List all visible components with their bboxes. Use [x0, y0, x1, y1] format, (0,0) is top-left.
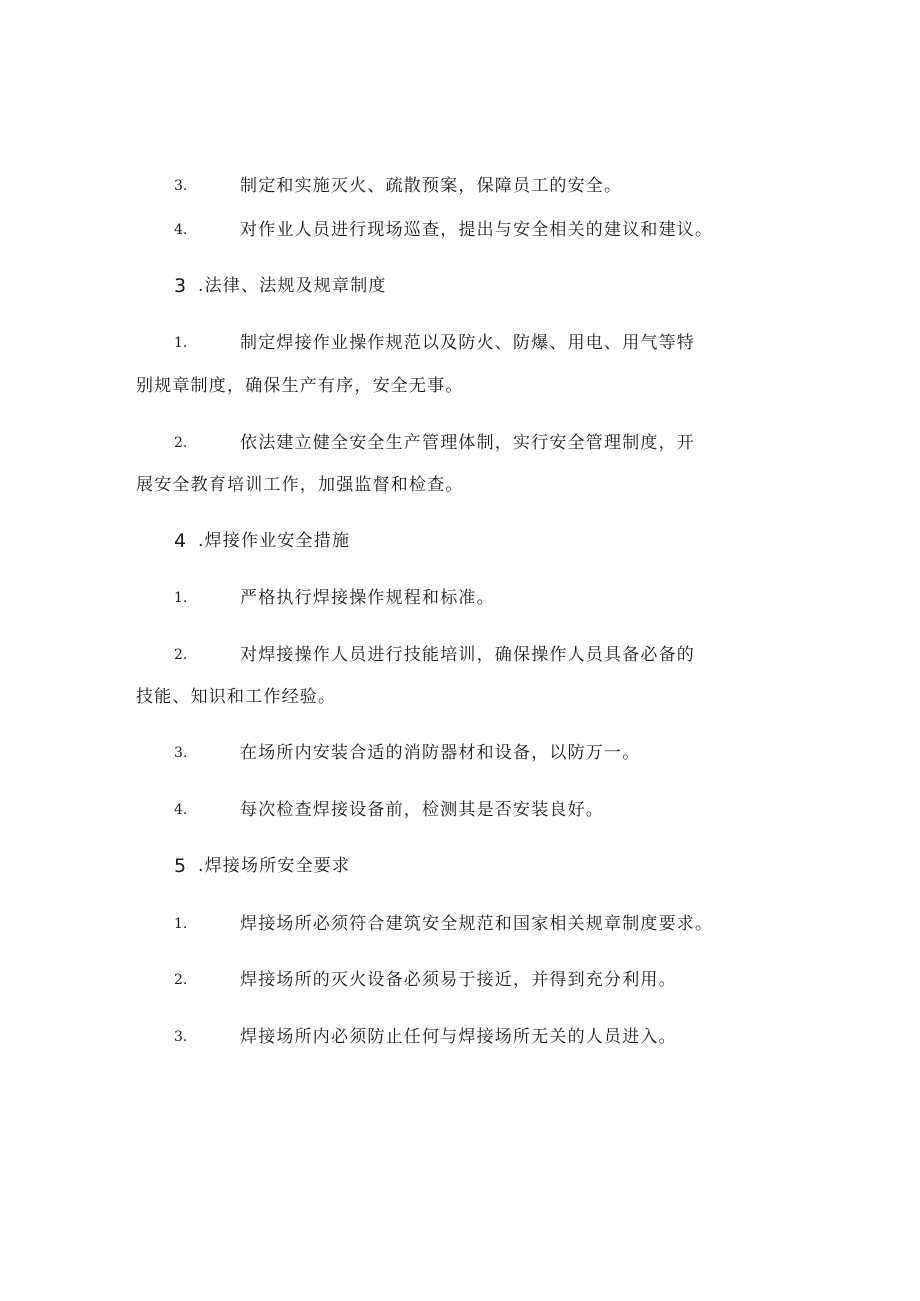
item-number: 1.	[174, 335, 188, 351]
item-text: 严格执行焊接操作规程和标准。	[240, 588, 495, 608]
list-item	[0, 794, 920, 826]
list-item	[0, 639, 920, 671]
section-number: 3	[174, 275, 187, 297]
list-item-continuation	[0, 370, 920, 402]
list-item	[0, 214, 920, 246]
list-item-continuation	[0, 469, 920, 501]
item-number: 2.	[174, 647, 188, 663]
item-text: 焊接场所必须符合建筑安全规范和国家相关规章制度要求。	[240, 914, 714, 934]
list-item	[0, 964, 920, 996]
list-item	[0, 582, 920, 614]
list-item	[0, 327, 920, 359]
item-number: 1.	[174, 590, 188, 606]
item-text: 焊接场所内必须防止任何与焊接场所无关的人员进入。	[240, 1027, 677, 1047]
list-item	[0, 427, 920, 459]
list-item	[0, 737, 920, 769]
item-number: 3.	[174, 1029, 188, 1045]
item-number: 4.	[174, 802, 188, 818]
item-number: 3.	[174, 178, 188, 194]
item-text-continuation: 别规章制度，确保生产有序，安全无事。	[136, 376, 464, 396]
item-text: 焊接场所的灭火设备必须易于接近，并得到充分利用。	[240, 970, 677, 990]
section-heading	[0, 270, 920, 302]
item-number: 2.	[174, 972, 188, 988]
item-number: 3.	[174, 745, 188, 761]
item-text: 对焊接操作人员进行技能培训，确保操作人员具备必备的	[240, 645, 695, 665]
list-item	[0, 908, 920, 940]
list-item-continuation	[0, 681, 920, 713]
item-number: 2.	[174, 435, 188, 451]
item-text: 依法建立健全安全生产管理体制，实行安全管理制度，开	[240, 433, 695, 453]
section-title: .法律、法规及规章制度	[198, 276, 387, 296]
item-number: 1.	[174, 916, 188, 932]
item-text: 制定和实施灭火、疏散预案，保障员工的安全。	[240, 176, 623, 196]
item-text: 对作业人员进行现场巡查，提出与安全相关的建议和建议。	[240, 220, 714, 240]
list-item	[0, 170, 920, 202]
item-text: 在场所内安装合适的消防器材和设备，以防万一。	[240, 743, 641, 763]
item-text: 制定焊接作业操作规范以及防火、防爆、用电、用气等特	[240, 333, 695, 353]
item-text-continuation: 技能、知识和工作经验。	[136, 687, 337, 707]
section-title: .焊接作业安全措施	[198, 531, 351, 551]
item-number: 4.	[174, 222, 188, 238]
item-text-continuation: 展安全教育培训工作，加强监督和检查。	[136, 475, 464, 495]
item-text: 每次检查焊接设备前，检测其是否安装良好。	[240, 800, 604, 820]
section-heading	[0, 850, 920, 882]
section-number: 4	[174, 530, 187, 552]
section-heading	[0, 525, 920, 557]
section-title: .焊接场所安全要求	[198, 856, 351, 876]
list-item	[0, 1021, 920, 1053]
section-number: 5	[174, 855, 187, 877]
